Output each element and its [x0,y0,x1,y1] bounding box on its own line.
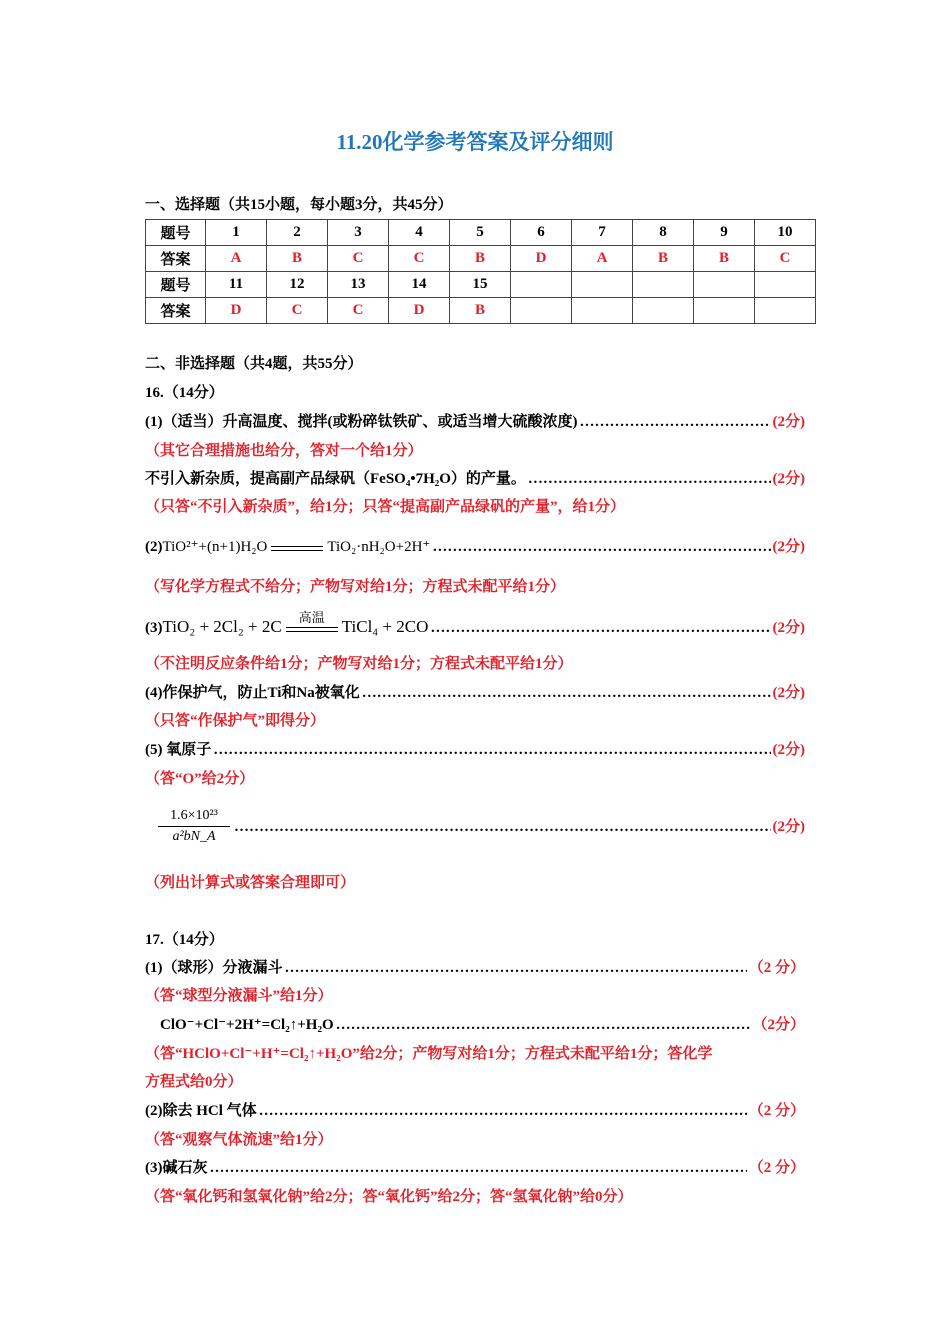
q16-2-line [145,537,805,557]
dot-leader [362,683,771,703]
answer-cell: D [206,298,267,324]
q16-2-eq-right: TiO₂·nH₂O+2H⁺ [327,539,431,555]
answer-cell [572,298,633,324]
q17-2-note: （答“观察气体流速”给1分） [145,1132,333,1148]
section1-heading: 一、选择题（共15小题，每小题3分，共45分） [145,197,453,213]
q17-1b-points: （2分） [752,1017,805,1033]
answer-cell: B [450,246,511,272]
question-number-cell: 14 [389,272,450,298]
q16-3-condition: 高温 [298,610,325,625]
answer-table [145,219,816,324]
table-row-label: 题号 [146,220,206,246]
q16-4-text: (4)作保护气，防止Ti和Na被氧化 [145,685,360,701]
question-number-cell: 6 [511,220,572,246]
q16-4-line [145,683,805,703]
answer-cell: D [389,298,450,324]
fraction-numerator: 1.6×10²³ [158,808,230,827]
table-row-label: 题号 [146,272,206,298]
question-number-cell: 3 [328,220,389,246]
question-number-cell: 12 [267,272,328,298]
dot-leader [210,1158,747,1178]
q17-2-points: （2 分） [748,1103,805,1119]
q16-3-note: （不注明反应条件给1分；产物写对给1分；方程式未配平给1分） [145,656,573,672]
q17-1b-note-line1: （答“HClO+Cl⁻+H⁺=Cl₂↑+H₂O”给2分；产物写对给1分；方程式未配平给1分；答化学 [145,1046,713,1062]
q17-1-line [145,958,805,978]
q16-1b-line [145,469,805,489]
dot-leader [213,740,770,760]
question-number-cell [755,272,816,298]
table-row [146,298,816,324]
question-number-cell [511,272,572,298]
question-number-cell: 5 [450,220,511,246]
q16-5b-note: （列出计算式或答案合理即可） [145,875,356,891]
q16-1b-text: 不引入新杂质，提高副产品绿矾（FeSO₄•7H₂O）的产量。 [145,471,526,487]
table-row [146,272,816,298]
q16-3-points: (2分) [772,620,805,636]
answer-cell [511,298,572,324]
q16-2-note: （写化学方程式不给分；产物写对给1分；方程式未配平给1分） [145,579,566,595]
q16-4-points: (2分) [772,685,805,701]
table-row [146,220,816,246]
page-title: 11.20化学参考答案及评分细则 [336,130,614,154]
dot-leader [528,469,771,489]
q17-1-points: （2 分） [748,960,805,976]
answer-cell: D [511,246,572,272]
q16-3-eq-left: TiO₂ + 2Cl₂ + 2C [162,617,282,636]
q16-1b-note: （只答“不引入新杂质”，给1分；只答“提高副产品绿矾的产量”，给1分） [145,499,626,515]
q16-2-eq-left: TiO²⁺+(n+1)H₂O [162,539,268,555]
table-row-label: 答案 [146,246,206,272]
dot-leader [234,817,771,837]
q16-2-prefix: (2) [145,539,163,555]
q16-5b-line [232,817,805,837]
q16-4-note: （只答“作保护气”即得分） [145,713,326,729]
q17-3-note: （答“氧化钙和氢氧化钠”给2分；答“氧化钙”给2分；答“氢氧化钠”给0分） [145,1189,633,1205]
q17-1b-note-line2: 方程式给0分） [145,1074,243,1090]
answer-cell [633,298,694,324]
q16-5-points: (2分) [772,742,805,758]
q16-3-prefix: (3) [145,620,163,636]
dot-leader [579,412,770,432]
question-number-cell [694,272,755,298]
q16-1b-points: (2分) [772,471,805,487]
q16-5-line [145,740,805,760]
q16-5-note: （答“O”给2分） [145,771,255,787]
question-number-cell: 13 [328,272,389,298]
table-row-label: 答案 [146,298,206,324]
answer-cell: C [389,246,450,272]
dot-leader [430,618,770,638]
q17-2-line [145,1101,805,1121]
q17-1-note: （答“球型分液漏斗”给1分） [145,988,333,1004]
answer-cell [694,298,755,324]
fraction-denominator: a²bN_A [172,829,216,844]
question-number-cell: 2 [267,220,328,246]
q17-1-text: (1)（球形）分液漏斗 [145,960,283,976]
q16-3-line [145,610,805,638]
answer-cell: C [267,298,328,324]
section2-heading: 二、非选择题（共4题，共55分） [145,356,363,372]
answer-cell: C [328,298,389,324]
equals-arrow-condition [286,610,338,632]
answer-cell: B [450,298,511,324]
answer-cell: C [755,246,816,272]
q16-1-text: (1)（适当）升高温度、搅拌(或粉碎钛铁矿、或适当增大硫酸浓度) [145,414,578,430]
question-number-cell: 7 [572,220,633,246]
dot-leader [285,958,747,978]
question-number-cell: 8 [633,220,694,246]
q16-5b-points: (2分) [772,819,805,835]
q16-5-text: (5) 氧原子 [145,742,212,758]
density-fraction [158,808,230,845]
answer-cell: B [633,246,694,272]
question-number-cell: 10 [755,220,816,246]
answer-cell: A [572,246,633,272]
q17-3-text: (3)碱石灰 [145,1160,208,1176]
q17-header: 17.（14分） [145,932,224,948]
question-number-cell [572,272,633,298]
dot-leader [432,537,770,557]
q17-1b-line [160,1015,805,1035]
answer-cell: C [328,246,389,272]
question-number-cell: 1 [206,220,267,246]
dot-leader [336,1015,751,1035]
question-number-cell: 11 [206,272,267,298]
q16-1-line [145,412,805,432]
answer-cell [755,298,816,324]
q16-2-points: (2分) [772,539,805,555]
table-row [146,246,816,272]
answer-cell: A [206,246,267,272]
answer-cell: B [267,246,328,272]
question-number-cell [633,272,694,298]
q17-1b-text: ClO⁻+Cl⁻+2H⁺=Cl₂↑+H₂O [160,1017,334,1033]
question-number-cell: 9 [694,220,755,246]
question-number-cell: 4 [389,220,450,246]
q17-3-line [145,1158,805,1178]
q16-3-eq-right: TiCl₄ + 2CO [341,617,429,636]
q16-1-note: （其它合理措施也给分，答对一个给1分） [145,443,423,459]
equals-arrow [271,546,323,551]
q16-1-points: (2分) [772,414,805,430]
answer-cell: B [694,246,755,272]
q16-header: 16.（14分） [145,385,224,401]
dot-leader [259,1101,747,1121]
question-number-cell: 15 [450,272,511,298]
q17-2-text: (2)除去 HCl 气体 [145,1103,257,1119]
q17-3-points: （2 分） [748,1160,805,1176]
